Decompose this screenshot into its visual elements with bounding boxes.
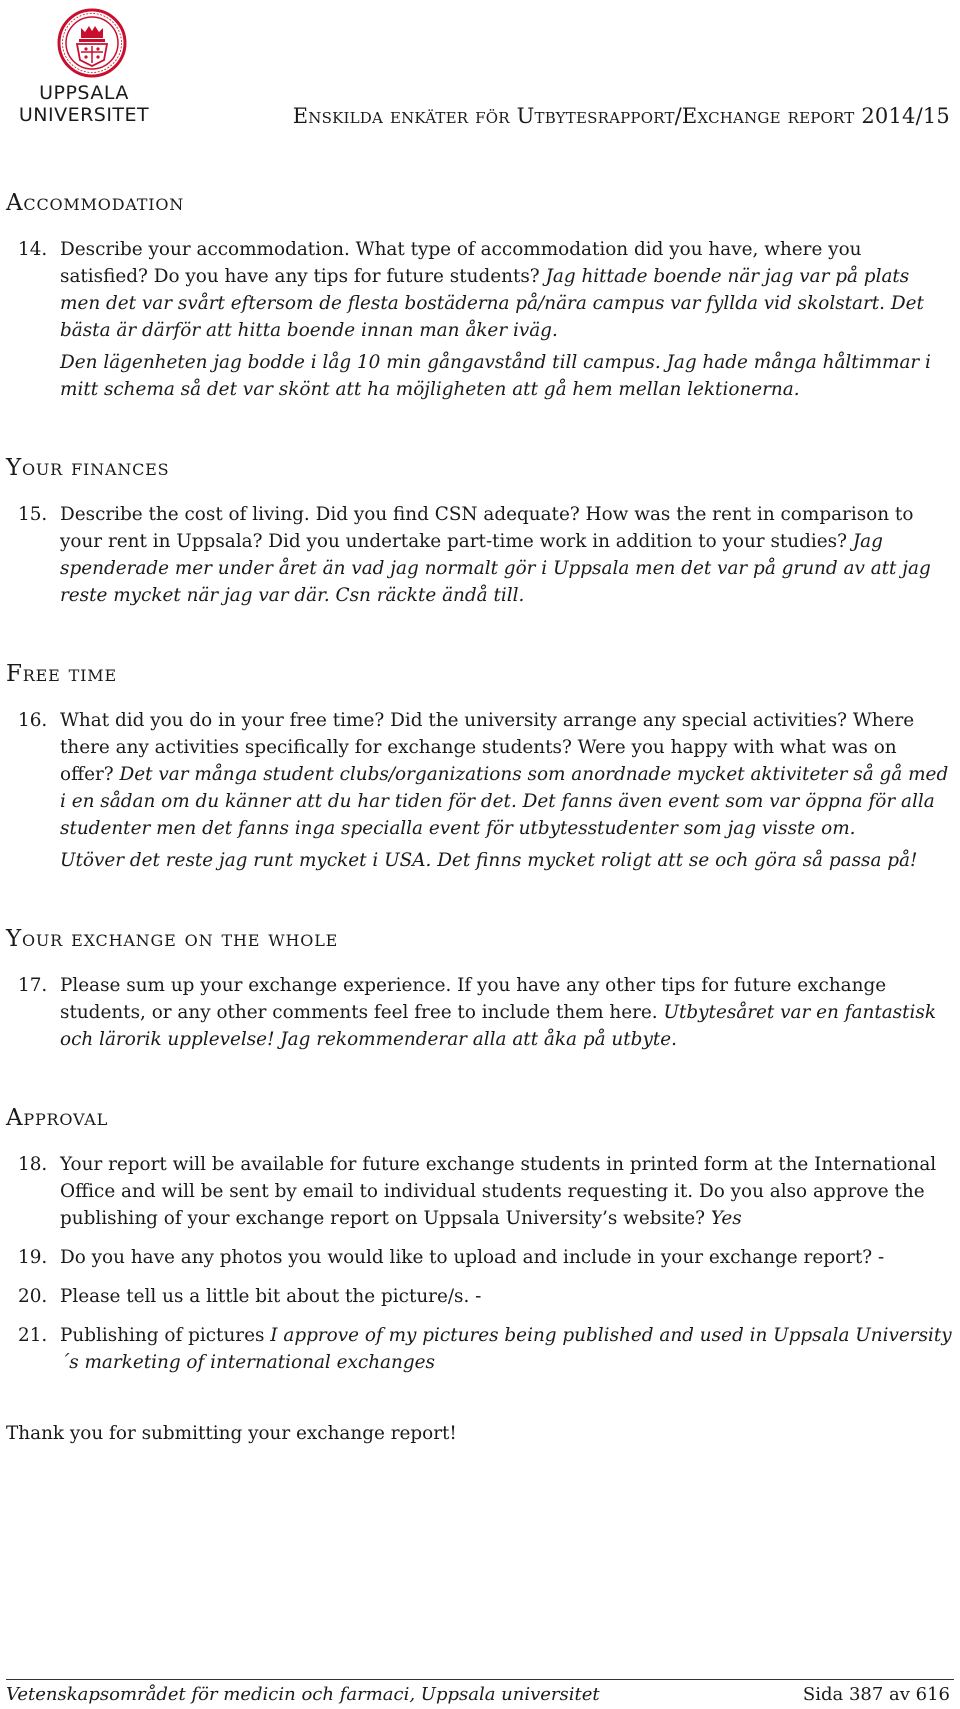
answer-text: Utbytesåret var en fantastisk och lärorik upplevelse! Jag rekommenderar alla att åka på utbyte. <box>60 1002 936 1050</box>
answer-text: Den lägenheten jag bodde i låg 10 min gångavstånd till campus. Jag hade många håltimmar i mitt schema så det var skönt att ha möjligheten att gå hem mellan lektionerna. <box>60 352 931 400</box>
section-accommodation <box>6 190 954 403</box>
footer-divider <box>6 1679 954 1680</box>
question-item <box>6 1322 954 1376</box>
question-item <box>6 1151 954 1232</box>
answer-text: Utöver det reste jag runt mycket i USA. Det finns mycket roligt att se och göra så passa på! <box>60 850 918 871</box>
question-item <box>6 1244 954 1271</box>
question-number: 17. <box>18 975 48 996</box>
question-item <box>6 236 954 403</box>
question-number: 21. <box>18 1325 48 1346</box>
closing-message: Thank you for submitting your exchange report! <box>6 1423 457 1444</box>
section-heading: Free time <box>6 661 117 687</box>
section-heading: Your finances <box>6 455 170 481</box>
section-exchange-whole <box>6 926 954 1053</box>
answer-text: Jag hittade boende när jag var på plats men det var svårt eftersom de flesta bostäderna på/nära campus var fyllda vid skolstart. Det bästa är därför att hitta boende innan man åker iväg. <box>60 266 924 341</box>
section-finances <box>6 455 954 609</box>
report-content <box>6 190 954 1447</box>
question-text: Please sum up your exchange experience. If you have any other tips for future exchange students, or any other comments feel free to include them here. <box>60 975 887 1023</box>
answer-text: I approve of my pictures being published and used in Uppsala University´s marketing of international exchanges <box>60 1325 952 1373</box>
question-number: 18. <box>18 1154 48 1175</box>
question-text: Publishing of pictures <box>60 1325 271 1346</box>
question-list <box>6 1151 954 1376</box>
question-number: 15. <box>18 504 48 525</box>
section-heading: Accommodation <box>6 190 185 216</box>
section-heading: Approval <box>6 1105 109 1131</box>
university-name <box>4 82 164 126</box>
question-text: Describe your accommodation. What type of accommodation did you have, where you satisfied? Do you have any tips for future students? <box>60 239 862 287</box>
question-list <box>6 972 954 1053</box>
section-free-time <box>6 661 954 874</box>
question-text: Describe the cost of living. Did you find CSN adequate? How was the rent in comparison to your rent in Uppsala? Did you undertake part-time work in addition to your studies? <box>60 504 914 552</box>
footer-faculty: Vetenskapsområdet för medicin och farmaci, Uppsala universitet <box>6 1684 600 1705</box>
question-text: Do you have any photos you would like to upload and include in your exchange report? - <box>60 1247 885 1268</box>
question-text: What did you do in your free time? Did the university arrange any special activities? Where there any activities specifically for exchange students? Were you happy with what was on offer? <box>60 710 915 785</box>
question-number: 19. <box>18 1247 48 1268</box>
page-number: Sida 387 av 616 <box>802 1684 950 1705</box>
answer-text: Yes <box>710 1208 742 1229</box>
answer-text: Jag spenderade mer under året än vad jag normalt gör i Uppsala men det var på grund av att jag reste mycket när jag var där. Csn räckte ändå till. <box>60 531 931 606</box>
question-item <box>6 707 954 874</box>
question-text: Your report will be available for future exchange students in printed form at the International Office and will be sent by email to individual students requesting it. Do you also approve the publishing of your exchange report on Uppsala University’s website? <box>60 1154 937 1229</box>
section-approval <box>6 1105 954 1376</box>
question-item <box>6 1283 954 1310</box>
question-list <box>6 236 954 403</box>
answer-text: Det var många student clubs/organizations som anordnade mycket aktiviteter så gå med i en sådan om du känner att du har tiden för det. Det fanns även event som var öppna för alla studenter men det fanns inga specialla event för utbytesstudenter som jag visste om. <box>60 764 949 839</box>
university-seal-logo <box>57 8 127 78</box>
university-name-line1: UPPSALA <box>39 82 129 104</box>
question-item <box>6 972 954 1053</box>
header-title: Enskilda enkäter för Utbytesrapport/Exchange report 2014/15 <box>292 104 950 128</box>
university-name-line2: UNIVERSITET <box>18 104 150 126</box>
question-number: 14. <box>18 239 48 260</box>
question-number: 20. <box>18 1286 48 1307</box>
question-text: Please tell us a little bit about the picture/s. - <box>60 1286 482 1307</box>
question-number: 16. <box>18 710 48 731</box>
question-item <box>6 501 954 609</box>
question-list <box>6 501 954 609</box>
question-list <box>6 707 954 874</box>
section-heading: Your exchange on the whole <box>6 926 339 952</box>
